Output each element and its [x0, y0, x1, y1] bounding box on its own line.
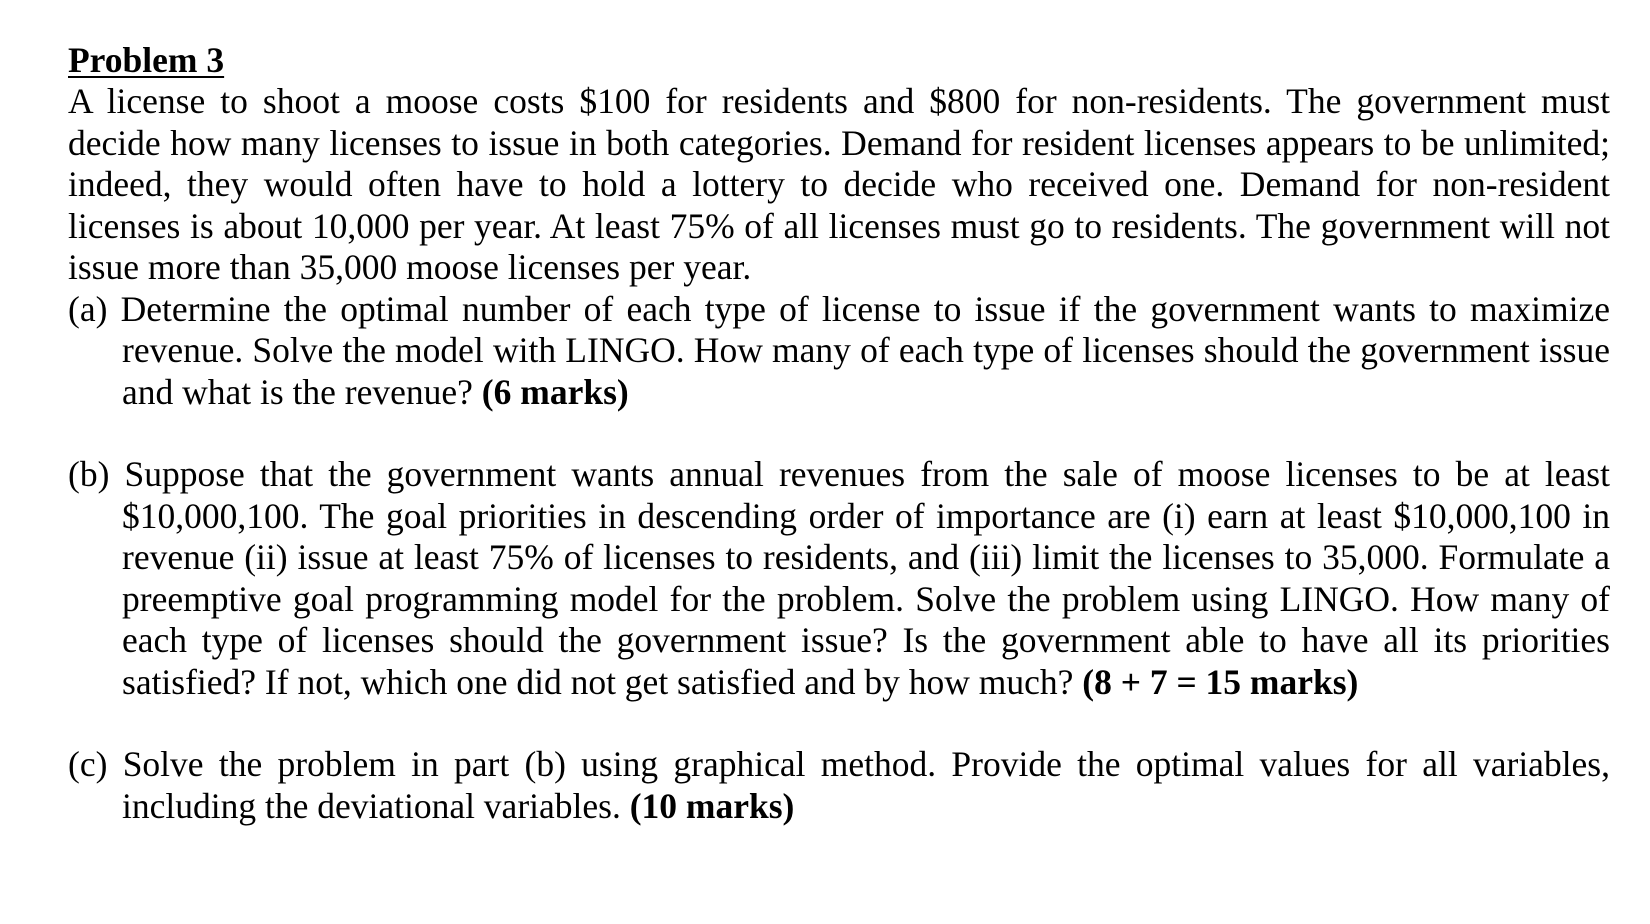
- problem-title: Problem 3: [68, 40, 225, 80]
- part-b-marks: (8 + 7 = 15 marks): [1082, 661, 1359, 702]
- problem-content: [68, 40, 1610, 827]
- part-b-text: (b) Suppose that the government wants annual revenues from the sale of moose licenses to be at least $10,000,100. The goal priorities in descending order of importance are (i) earn at least $10,000,100 in revenue (ii) issue at least 75% of licenses to residents, and (iii) limit the licenses to 35,000. Formulate a preemptive goal programming model for the problem. Solve the problem using LINGO. How many of each type of licenses should the government issue? Is the government able to have all its priorities satisfied? If not, which one did not get satisfied and by how much?: [68, 454, 1610, 702]
- part-c: [68, 744, 1610, 827]
- part-a: [68, 289, 1610, 414]
- part-c-marks: (10 marks): [629, 785, 795, 826]
- part-a-marks: (6 marks): [481, 371, 629, 412]
- part-a-text: (a) Determine the optimal number of each type of license to issue if the government wants to maximize revenue. Solve the model with LINGO. How many of each type of licenses should the government issue and what is the revenue?: [68, 288, 1610, 412]
- part-c-text: (c) Solve the problem in part (b) using graphical method. Provide the optimal values for all variables, including the deviational variables.: [68, 744, 1610, 826]
- problem-intro: A license to shoot a moose costs $100 for residents and $800 for non-residents. The government must decide how many licenses to issue in both categories. Demand for resident licenses appears to be unlimited; indeed, they would often have to hold a lottery to decide who received one. Demand for non-resident licenses is about 10,000 per year. At least 75% of all licenses must go to residents. The government will not issue more than 35,000 moose licenses per year.: [68, 81, 1610, 287]
- part-b: [68, 454, 1610, 703]
